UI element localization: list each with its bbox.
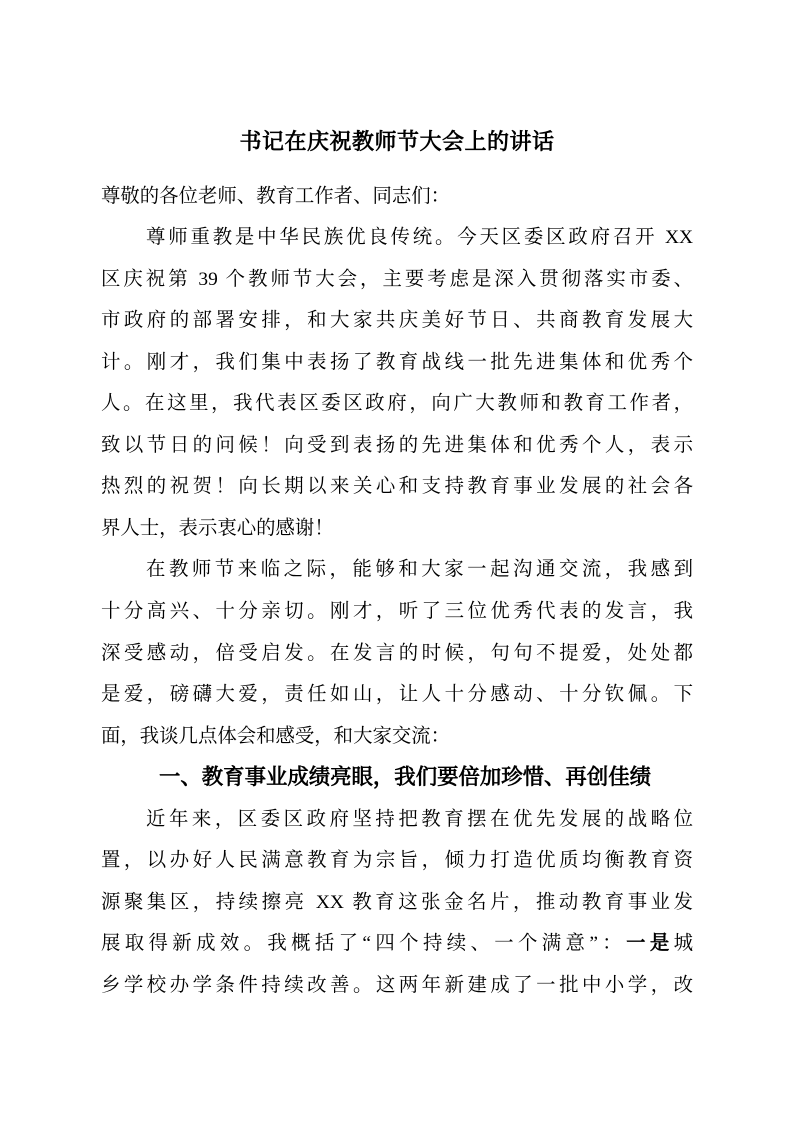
text-run: 区庆祝第 39 个教师节大会，主要考虑是深入贯彻落实市委、 <box>101 268 693 290</box>
text-run: 热烈的祝贺！向长期以来关心和支持教育事业发展的社会各 <box>101 476 693 498</box>
text-run: 是爱，磅礴大爱，责任如山，让人十分感动、十分钦佩。下 <box>101 684 693 706</box>
text-line <box>101 508 693 550</box>
text-run: 在教师节来临之际，能够和大家一起沟通交流，我感到 <box>146 559 693 581</box>
paragraph <box>101 176 693 218</box>
text-run: 市政府的部署安排，和大家共庆美好节日、共商教育发展大 <box>101 310 693 332</box>
text-line <box>101 383 693 425</box>
paragraph <box>101 217 693 549</box>
bold-text-run: 一是 <box>626 933 674 955</box>
section-heading <box>101 757 693 799</box>
text-run: 尊敬的各位老师、教育工作者、同志们： <box>101 185 451 207</box>
text-run: 深受感动，倍受启发。在发言的时候，句句不提爱，处处都 <box>101 642 693 664</box>
text-line <box>101 176 693 218</box>
text-run: 致以节日的问候！向受到表扬的先进集体和优秀个人，表示 <box>101 434 693 456</box>
text-run: 人。在这里，我代表区委区政府，向广大教师和教育工作者， <box>101 393 693 415</box>
paragraph <box>101 549 693 757</box>
text-line <box>101 757 693 799</box>
document-content <box>101 121 693 1006</box>
text-run: 尊师重教是中华民族优良传统。今天区委区政府召开 XX <box>146 227 693 249</box>
text-run: 展取得新成效。我概括了“四个持续、一个满意”： <box>101 933 627 955</box>
text-line <box>101 217 693 259</box>
text-run: 计。刚才，我们集中表扬了教育战线一批先进集体和优秀个 <box>101 351 693 373</box>
text-run: 界人士，表示衷心的感谢！ <box>101 517 334 539</box>
text-line <box>101 466 693 508</box>
text-run: 十分高兴、十分亲切。刚才，听了三位优秀代表的发言，我 <box>101 601 693 623</box>
text-run: 源聚集区，持续擦亮 XX 教育这张金名片，推动教育事业发 <box>101 891 693 913</box>
text-run: 城 <box>673 933 694 955</box>
text-line <box>101 674 693 716</box>
text-run: 乡学校办学条件持续改善。这两年新建成了一批中小学，改 <box>101 974 693 996</box>
text-run: 置，以办好人民满意教育为宗旨，倾力打造优质均衡教育资 <box>101 850 693 872</box>
text-line <box>101 549 693 591</box>
bold-text-run: 一、教育事业成绩亮眼，我们要倍加珍惜、再创佳绩 <box>159 765 651 790</box>
text-run: 近年来，区委区政府坚持把教育摆在优先发展的战略位 <box>146 808 693 830</box>
paragraph <box>101 799 693 1007</box>
text-line <box>101 425 693 467</box>
text-line <box>101 840 693 882</box>
document-body <box>101 176 693 1007</box>
text-line <box>101 633 693 675</box>
text-line <box>101 799 693 841</box>
text-line <box>101 259 693 301</box>
text-run: 面，我谈几点体会和感受，和大家交流： <box>101 725 451 747</box>
text-line <box>101 300 693 342</box>
document-title: 书记在庆祝教师节大会上的讲话 <box>239 129 555 154</box>
text-line <box>101 882 693 924</box>
text-line <box>101 923 693 965</box>
text-line <box>101 716 693 758</box>
text-line <box>101 591 693 633</box>
text-line <box>101 965 693 1007</box>
text-line <box>101 342 693 384</box>
